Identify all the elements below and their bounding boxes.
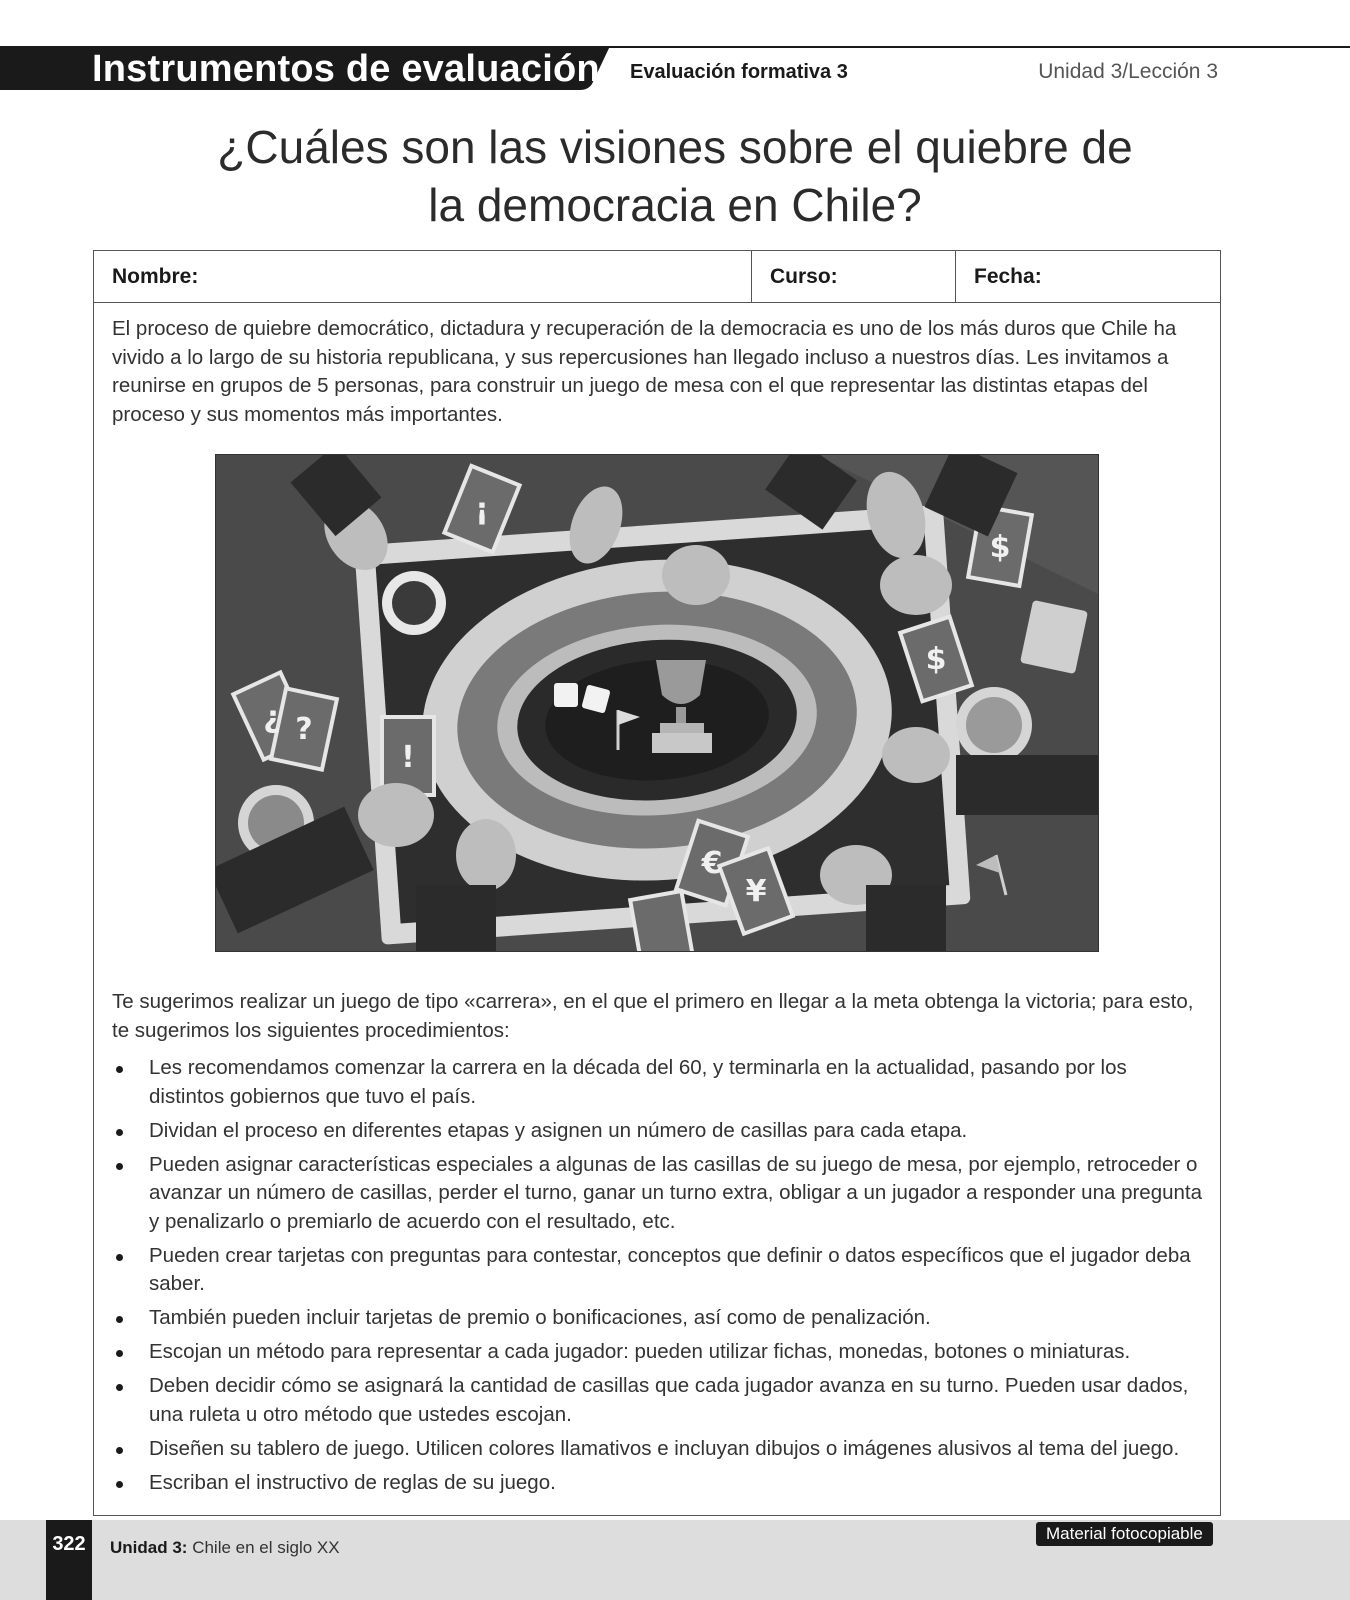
suggestion-paragraph: Te sugerimos realizar un juego de tipo «carrera», en el que el primero en llegar a la meta obtenga la victoria; para esto, te sugerimos los siguientes procedimientos: — [112, 990, 1194, 1042]
student-fields-row — [94, 251, 1220, 303]
bullet-icon — [116, 1350, 123, 1357]
course-field[interactable] — [752, 251, 956, 302]
list-item-text: También pueden incluir tarjetas de premio o bonificaciones, así como de penalización. — [149, 1306, 931, 1329]
board-game-illustration — [215, 454, 1099, 952]
bullet-icon — [116, 1384, 123, 1391]
list-item — [112, 1242, 1204, 1299]
card-symbol: ¥ — [745, 874, 767, 909]
list-item — [112, 1117, 1204, 1146]
list-item-text: Escriban el instructivo de reglas de su juego. — [149, 1470, 556, 1494]
worksheet-box — [93, 250, 1221, 1516]
list-item — [112, 1304, 1204, 1333]
name-field[interactable] — [94, 251, 752, 302]
list-item-text: Pueden crear tarjetas con preguntas para contestar, conceptos que definir o datos específicos que el jugador deba saber. — [149, 1243, 1191, 1295]
bullet-icon — [116, 1066, 123, 1073]
list-item-text: Deben decidir cómo se asignará la cantidad de casillas que cada jugador avanza en su turno. Pueden usar dados, una ruleta u otro método que ustedes escojan. — [149, 1374, 1189, 1426]
card-symbol: € — [701, 846, 723, 881]
course-field-label: Curso: — [770, 264, 838, 288]
bullet-icon — [116, 1481, 123, 1488]
list-item-text: Les recomendamos comenzar la carrera en la década del 60, y terminarla en la actualidad, pasando por los distintos gobiernos que tuvo el país. — [149, 1056, 1127, 1108]
intro-paragraph: El proceso de quiebre democrático, dictadura y recuperación de la democracia es uno de los más duros que Chile ha vivido a lo largo de su historia republicana, y sus repercusiones han llegado incluso a nuestros días. Les invitamos a reunirse en grupos de 5 personas, para construir un juego de mesa con el que representar las distintas etapas del proceso y sus momentos más importantes. — [112, 317, 1177, 426]
page-title-line2: la democracia en Chile? — [428, 179, 922, 231]
list-item-text: Diseñen su tablero de juego. Utilicen colores llamativos e incluyan dibujos o imágenes alusivos al tema del juego. — [149, 1436, 1180, 1460]
card-symbol: ? — [295, 712, 313, 747]
list-item — [112, 1338, 1204, 1367]
bullet-icon — [116, 1447, 123, 1454]
list-item — [112, 1151, 1204, 1237]
evaluation-label: Evaluación formativa 3 — [630, 61, 848, 83]
page-number: 322 — [52, 1533, 86, 1555]
card-symbol: $ — [989, 530, 1011, 565]
bullet-icon — [116, 1163, 123, 1170]
unit-lesson-label: Unidad 3/Lección 3 — [1038, 60, 1218, 83]
page-number-tab — [46, 1520, 92, 1600]
footer-unit-label: Unidad 3: — [110, 1538, 188, 1557]
bullet-icon — [116, 1129, 123, 1136]
section-title: Instrumentos de evaluación — [92, 48, 600, 90]
date-field[interactable] — [956, 251, 1220, 302]
name-field-label: Nombre: — [112, 264, 199, 288]
list-item-text: Escojan un método para representar a cada jugador: pueden utilizar fichas, monedas, botones o miniaturas. — [149, 1340, 1131, 1363]
list-item — [112, 1435, 1204, 1464]
photocopy-badge: Material fotocopiable — [1036, 1522, 1213, 1546]
list-item — [112, 1469, 1204, 1498]
footer-unit-name: Chile en el siglo XX — [192, 1538, 340, 1557]
card-symbol: $ — [925, 642, 947, 677]
card-symbol: ! — [401, 740, 415, 775]
card-symbol: ¡ — [475, 492, 489, 527]
page-title-line1: ¿Cuáles son las visiones sobre el quiebre de — [217, 121, 1133, 173]
page-title — [0, 118, 1350, 234]
procedure-list — [112, 1054, 1204, 1503]
list-item — [112, 1372, 1204, 1429]
bullet-icon — [116, 1316, 123, 1323]
list-item-text: Pueden asignar características especiales a algunas de las casillas de su juego de mesa, por ejemplo, retroceder o avanzar un número de casillas, perder el turno, ganar un turno extra, obligar a un jugador a responder una pregunta y penalizarlo o premiarlo de acuerdo con el resultado, etc. — [149, 1152, 1203, 1233]
list-item-text: Dividan el proceso en diferentes etapas y asignen un número de casillas para cada etapa. — [149, 1118, 968, 1142]
footer-unit — [110, 1538, 340, 1558]
list-item — [112, 1054, 1204, 1111]
card-symbol: ¿ — [263, 700, 281, 735]
bullet-icon — [116, 1254, 123, 1261]
date-field-label: Fecha: — [974, 264, 1042, 288]
